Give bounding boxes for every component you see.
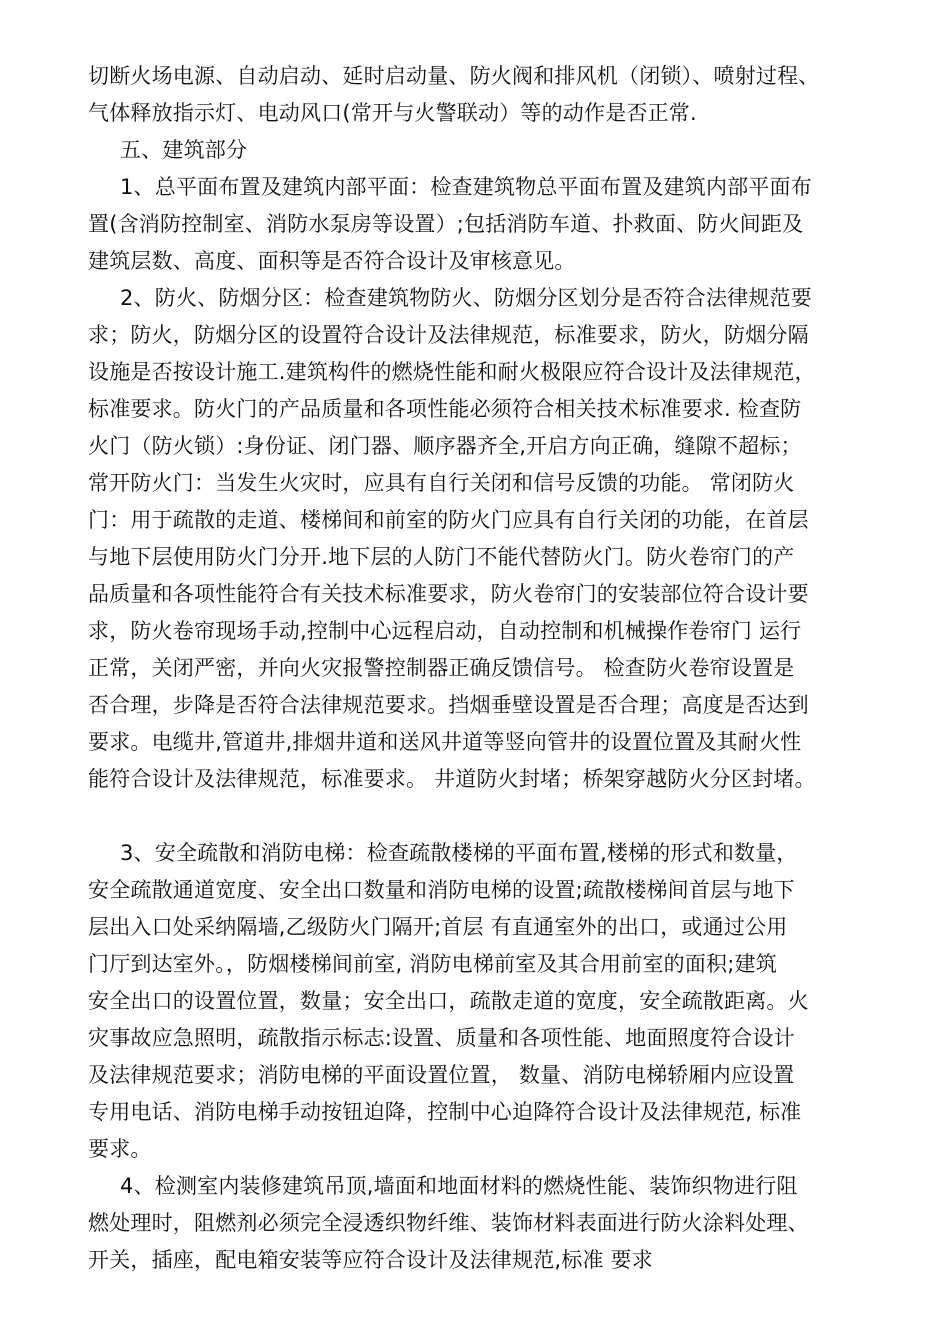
text-line: 要求。 — [88, 1137, 152, 1161]
text-line: 正常，关闭严密，并向火灾报警控制器正确反馈信号。 检查防火卷帘设置是 — [88, 656, 795, 680]
text-line: 求，防火卷帘现场手动,控制中心远程启动，自动控制和机械操作卷帘门 运行 — [88, 619, 802, 643]
text-line: 安全疏散通道宽度、安全出口数量和消防电梯的设置;疏散楼梯间首层与地下 — [88, 878, 795, 902]
text-line: 3、安全疏散和消防电梯：检查疏散楼梯的平面布置,楼梯的形式和数量， — [120, 841, 798, 865]
text-line: 求；防火，防烟分区的设置符合设计及法律规范，标准要求，防火，防烟分隔 — [88, 323, 809, 347]
text-line: 品质量和各项性能符合有关技术标准要求，防火卷帘门的安装部位符合设计要 — [88, 582, 809, 606]
text-line: 灾事故应急照明，疏散指示标志:设置、质量和各项性能、地面照度符合设计 — [88, 1026, 795, 1050]
text-line: 与地下层使用防火门分开.地下层的人防门不能代替防火门。防火卷帘门的产 — [88, 545, 795, 569]
text-line: 建筑层数、高度、面积等是否符合设计及审核意见。 — [88, 249, 576, 273]
text-line: 开关，插座，配电箱安装等应符合设计及法律规范,标准 要求 — [88, 1248, 653, 1272]
text-line: 切断火场电源、自动启动、延时启动量、防火阀和排风机（闭锁）、喷射过程、 — [88, 64, 820, 88]
text-line: 要求。电缆井,管道井,排烟井道和送风井道等竖向管井的设置位置及其耐火性 — [88, 730, 802, 754]
text-line: 1、总平面布置及建筑内部平面：检查建筑物总平面布置及建筑内部平面布 — [120, 175, 812, 199]
text-line: 门厅到达室外。，防烟楼梯间前室, 消防电梯前室及其合用前室的面积;建筑 — [88, 952, 777, 976]
text-line: 设施是否按设计施工.建筑构件的燃烧性能和耐火极限应符合设计及法律规范， — [88, 360, 816, 384]
text-line: 4、检测室内装修建筑吊顶,墙面和地面材料的燃烧性能、装饰织物进行阻 — [120, 1174, 798, 1198]
text-line: 燃处理时，阻燃剂必须完全浸透织物纤维、装饰材料表面进行防火涂料处理、 — [88, 1211, 809, 1235]
text-line: 能符合设计及法律规范，标准要求。 井道防火封堵；桥架穿越防火分区封堵。 — [88, 767, 816, 791]
text-line: 标准要求。防火门的产品质量和各项性能必须符合相关技术标准要求. 检查防 — [88, 397, 802, 421]
text-line: 专用电话、消防电梯手动按钮迫降，控制中心迫降符合设计及法律规范, 标准 — [88, 1100, 802, 1124]
text-line: 及法律规范要求；消防电梯的平面设置位置， 数量、消防电梯轿厢内应设置 — [88, 1063, 795, 1087]
text-line: 置(含消防控制室、消防水泵房等设置）;包括消防车道、扑救面、防火间距及 — [88, 212, 804, 236]
text-line: 常开防火门：当发生火灾时，应具有自行关闭和信号反馈的功能。 常闭防火 — [88, 471, 795, 495]
text-line: 火门（防火锁）:身份证、闭门器、顺序器齐全,开启方向正确，缝隙不超标； — [88, 434, 802, 458]
text-line: 气体释放指示灯、电动风口(常开与火警联动）等的动作是否正常. — [88, 101, 697, 125]
text-line: 2、防火、防烟分区：检查建筑物防火、防烟分区划分是否符合法律规范要 — [120, 286, 812, 310]
section-heading: 五、建筑部分 — [120, 138, 248, 162]
text-line: 门：用于疏散的走道、楼梯间和前室的防火门应具有自行关闭的功能，在首层 — [88, 508, 809, 532]
text-line: 否合理，步降是否符合法律规范要求。挡烟垂壁设置是否合理；高度是否达到 — [88, 693, 809, 717]
text-line: 层出入口处采纳隔墙,乙级防火门隔开;首层 有直通室外的出口，或通过公用 — [88, 915, 788, 939]
text-line: 安全出口的设置位置，数量；安全出口，疏散走道的宽度，安全疏散距离。火 — [88, 989, 809, 1013]
